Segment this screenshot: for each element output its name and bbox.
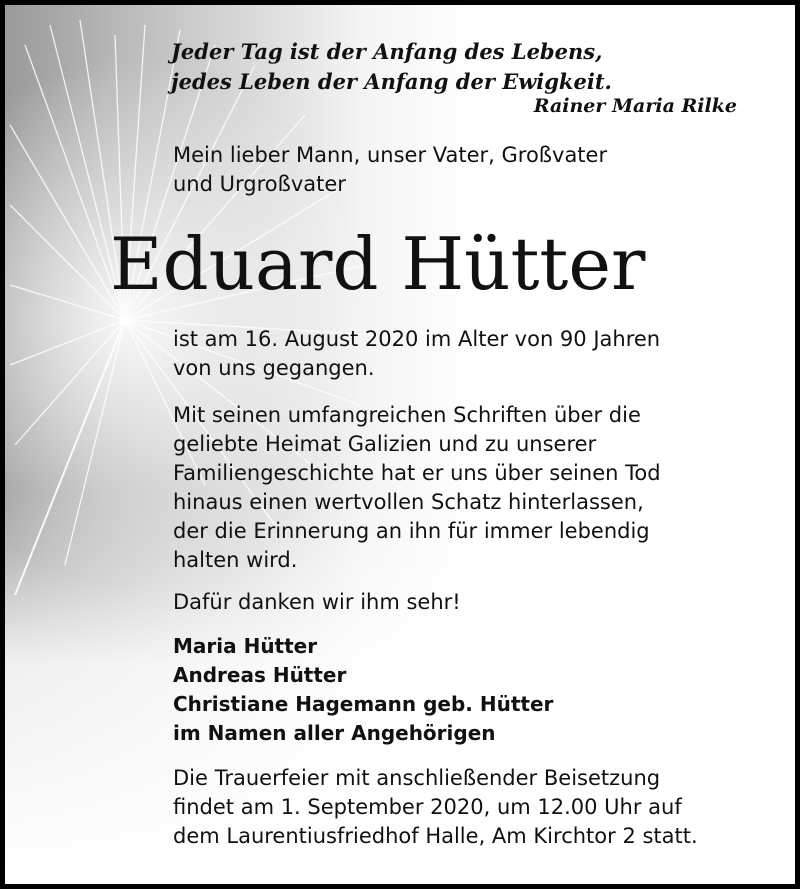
intro-line: Mein lieber Mann, unser Vater, Großvater <box>173 143 608 167</box>
quote-author: Rainer Maria Rilke <box>533 95 737 117</box>
tribute-text <box>173 401 661 575</box>
tribute-line: Familiengeschichte hat er uns über seinen Tod <box>173 461 661 485</box>
mourner-name: Maria Hütter <box>173 634 318 658</box>
intro-line: und Urgroßvater <box>173 172 346 196</box>
passing-line: ist am 16. August 2020 im Alter von 90 Jahren <box>173 327 661 351</box>
quote-line: Jeder Tag ist der Anfang des Lebens, <box>171 39 603 64</box>
service-line: findet am 1. September 2020, um 12.00 Uhr auf <box>173 795 682 819</box>
funeral-service-text <box>173 764 698 851</box>
tribute-line: halten wird. <box>173 548 298 572</box>
mourner-name: Andreas Hütter <box>173 663 347 687</box>
intro-text <box>173 141 607 199</box>
tribute-line: geliebte Heimat Galizien und zu unserer <box>173 432 597 456</box>
tribute-line: hinaus einen wertvollen Schatz hinterlassen, <box>173 490 644 514</box>
quote-line: jedes Leben der Anfang der Ewigkeit. <box>171 69 612 94</box>
deceased-name: Eduard Hütter <box>110 222 646 306</box>
mourner-name: im Namen aller Angehörigen <box>173 721 496 745</box>
mourners-list <box>173 632 553 748</box>
passing-line: von uns gegangen. <box>173 356 375 380</box>
service-line: Die Trauerfeier mit anschließender Beisetzung <box>173 766 661 790</box>
mourner-name: Christiane Hagemann geb. Hütter <box>173 692 554 716</box>
quote <box>171 37 612 97</box>
tribute-line: Mit seinen umfangreichen Schriften über die <box>173 403 641 427</box>
service-line: dem Laurentiusfriedhof Halle, Am Kirchtor 2 statt. <box>173 824 698 848</box>
thanks-text: Dafür danken wir ihm sehr! <box>173 590 461 614</box>
tribute-line: der die Erinnerung an ihn für immer lebendig <box>173 519 650 543</box>
passing-text <box>173 325 660 383</box>
